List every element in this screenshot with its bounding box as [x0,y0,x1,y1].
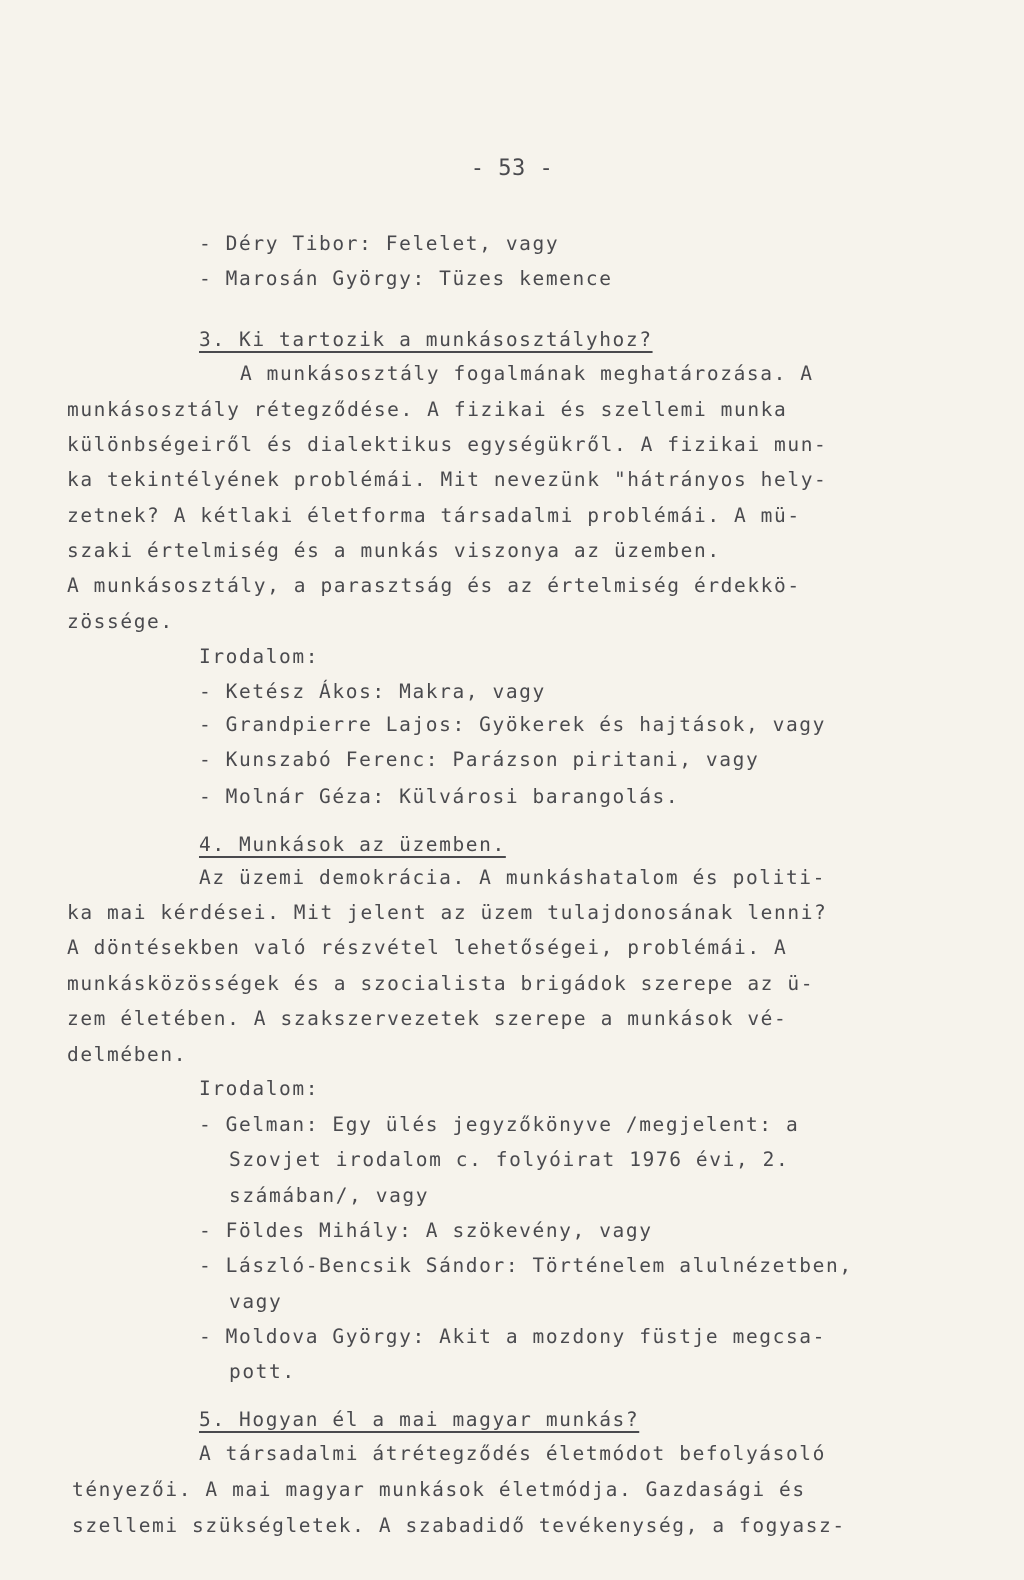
text-line: A társadalmi átrétegződés életmódot befolyásoló [199,1442,826,1465]
text-line: - Kunszabó Ferenc: Parázson piritani, vagy [199,748,760,771]
text-line: A munkásosztály fogalmának meghatározása. A [240,362,814,385]
text-line: - Moldova György: Akit a mozdony füstje megcsa- [199,1325,826,1348]
text-line: számában/, vagy [229,1184,430,1207]
text-line: szaki értelmiség és a munkás viszonya az üzemben. [67,539,721,562]
text-line: vagy [229,1290,283,1313]
text-line: szellemi szükségletek. A szabadidő tevékenység, a fogyasz- [72,1514,846,1537]
text-line: Irodalom: [199,1077,320,1100]
text-line: ka mai kérdései. Mit jelent az üzem tulajdonosának lenni? [67,901,828,924]
text-line: munkásközösségek és a szocialista brigádok szerepe az ü- [67,972,815,995]
text-line: zem életében. A szakszervezetek szerepe a munkások vé- [67,1007,788,1030]
text-line: - Molnár Géza: Külvárosi barangolás. [199,785,680,808]
text-line: - Ketész Ákos: Makra, vagy [199,680,546,703]
text-line: ka tekintélyének problémái. Mit nevezünk "hátrányos hely- [67,468,828,491]
text-line: - Gelman: Egy ülés jegyzőkönyve /megjelent: a [199,1113,800,1136]
section-heading: 4. Munkások az üzemben. [199,833,506,856]
text-line: delmében. [67,1043,188,1066]
text-line: Irodalom: [199,645,320,668]
text-line: - László-Bencsik Sándor: Történelem alulnézetben, [199,1254,853,1277]
text-line: tényezői. A mai magyar munkások életmódja. Gazdasági és [72,1478,806,1501]
text-line: - Marosán György: Tüzes kemence [199,267,613,290]
text-line: zetnek? A kétlaki életforma társadalmi problémái. A mü- [67,504,801,527]
text-line: A döntésekben való részvétel lehetőségei, problémái. A [67,936,788,959]
text-line: A munkásosztály, a parasztság és az értelmiség érdekkö- [67,574,801,597]
section-heading: 5. Hogyan él a mai magyar munkás? [199,1408,640,1431]
text-line: - Grandpierre Lajos: Gyökerek és hajtások, vagy [199,713,826,736]
text-line: különbségeiről és dialektikus egységükről. A fizikai mun- [67,433,828,456]
text-line: - Déry Tibor: Felelet, vagy [199,232,560,255]
page-number: - 53 - [470,156,554,181]
text-line: Az üzemi demokrácia. A munkáshatalom és politi- [199,866,826,889]
text-line: munkásosztály rétegződése. A fizikai és szellemi munka [67,398,788,421]
text-line: pott. [229,1360,296,1383]
text-line: zössége. [67,610,174,633]
text-line: - Földes Mihály: A szökevény, vagy [199,1219,653,1242]
section-heading: 3. Ki tartozik a munkásosztályhoz? [199,328,653,351]
text-line: Szovjet irodalom c. folyóirat 1976 évi, 2. [229,1148,790,1171]
